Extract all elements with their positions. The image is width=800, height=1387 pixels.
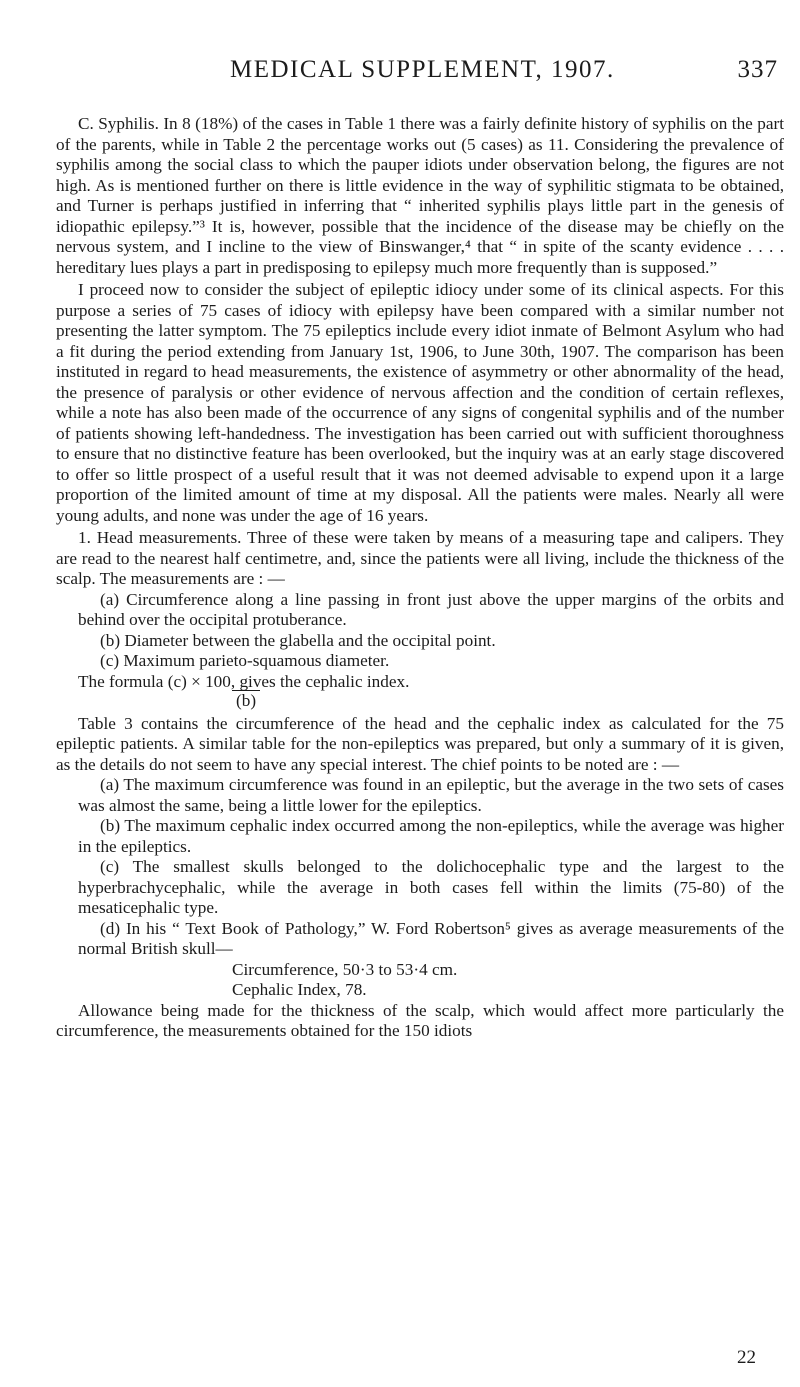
measurement-a: (a) Circumference along a line passing in front just above the upper margins of the orbits and behind over the occipital protuberance. [78, 589, 784, 629]
normal-cephalic-index: Cephalic Index, 78. [232, 980, 367, 999]
point-a: (a) The maximum circumference was found in an epileptic, but the average in the two sets of cases was almost the same, being a little lower for the epileptics. [78, 775, 784, 815]
page-number: 337 [737, 56, 778, 83]
formula-denominator [56, 690, 784, 712]
point-b: (b) The maximum cephalic index occurred among the non-epileptics, while the average was higher in the epileptics. [78, 816, 784, 856]
paragraph-allowance: Allowance being made for the thickness of the scalp, which would affect more particularly the circumference, the measurements obtained for the 150 idiots [56, 1000, 784, 1040]
formula-line: The formula (c) × 100, gives the cephalic index. [78, 671, 410, 691]
paragraph-table-3: Table 3 contains the circumference of the head and the cephalic index as calculated for the 75 epileptic patients. A similar table for the non-epileptics was prepared, but only a summary of it is given, as the details do not seem to have any special interest. The chief points to be noted are : — [56, 713, 784, 774]
running-header [230, 56, 790, 84]
point-c: (c) The smallest skulls belonged to the dolichocephalic type and the largest to the hyperbrachycephalic, while the average in both cases fell within the limits (75-80) of the mesaticephalic type. [78, 857, 784, 917]
header-title: MEDICAL SUPPLEMENT, 1907. [230, 56, 615, 83]
measurement-c: (c) Maximum parieto-squamous diameter. [100, 651, 390, 670]
body-text [56, 114, 784, 1042]
normal-circumference: Circumference, 50·3 to 53·4 cm. [232, 959, 458, 979]
formula-denominator-text: (b) [232, 690, 260, 712]
signature-number: 22 [737, 1347, 756, 1368]
paragraph-clinical-aspects: I proceed now to consider the subject of epileptic idiocy under some of its clinical aspects. For this purpose a series of 75 cases of idiocy with epilepsy have been compared with a similar number not presenting the latter symptom. The 75 epileptics include every idiot inmate of Belmont Asylum who had a fit during the period extending from January 1st, 1906, to June 30th, 1907. The comparison has been instituted in regard to head measurements, the existence of asymmetry or other abnormality of the head, the presence of paralysis or other evidence of nervous affection and the condition of certain reflexes, while a note has also been made of the occurrence of any signs of congenital syphilis and of the number of patients showing left-handedness. The investigation has been carried out with sufficient thoroughness to ensure that no distinctive feature has been overlooked, but the inquiry was at an early stage discovered to offer so little prospect of a useful result that it was not deemed advisable to expend upon it a large proportion of the limited amount of time at my disposal. All the patients were males. Nearly all were young adults, and none was under the age of 16 years. [56, 280, 784, 525]
point-d: (d) In his “ Text Book of Pathology,” W. Ford Robertson⁵ gives as average measurements of the normal British skull— [78, 918, 784, 958]
paragraph-head-measurements: 1. Head measurements. Three of these were taken by means of a measuring tape and calipers. They are read to the nearest half centimetre, and, since the patients were all living, include the thickness of the scalp. The measurements are : — [56, 528, 784, 588]
measurement-b: (b) Diameter between the glabella and the occipital point. [100, 630, 496, 650]
paragraph-syphilis: C. Syphilis. In 8 (18%) of the cases in Table 1 there was a fairly definite history of syphilis on the part of the parents, while in Table 2 the percentage works out (5 cases) as 11. Considering the prevalence of syphilis among the social class to which the pauper idiots under observation belong, the figures are not high. As is mentioned further on there is little evidence in the way of syphilitic stigmata to be obtained, and Turner is perhaps justified in inferring that “ inherited syphilis plays little part in the genesis of idiopathic epilepsy.”³ It is, however, possible that the incidence of the disease may be chiefly on the nervous system, and I incline to the view of Binswanger,⁴ that “ in spite of the scanty evidence . . . . hereditary lues plays a part in predisposing to epilepsy much more frequently than is supposed.” [56, 114, 784, 277]
